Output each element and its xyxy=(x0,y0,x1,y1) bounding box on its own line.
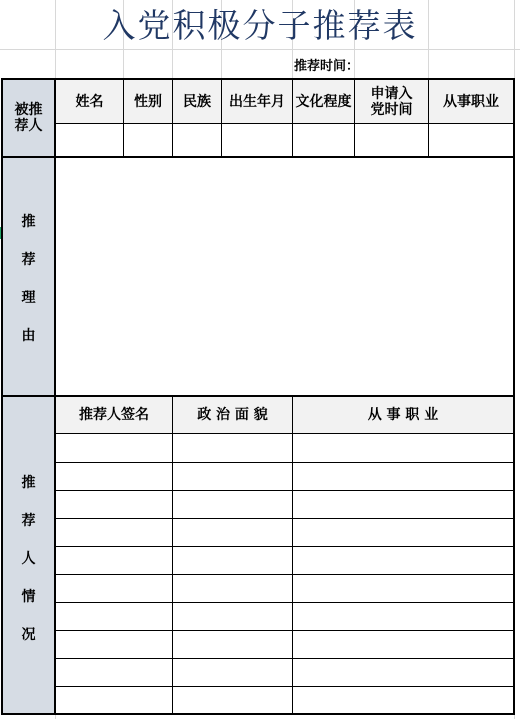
recommended-person-label: 被推荐人 xyxy=(14,102,43,134)
education-field[interactable] xyxy=(293,124,354,156)
header-recommender-occupation: 从 事 职 业 xyxy=(367,407,439,423)
recommender-entry-rows[interactable] xyxy=(56,434,513,713)
recommend-time-label: 推荐时间： xyxy=(294,59,360,74)
name-field[interactable] xyxy=(56,124,123,156)
grid-row-line xyxy=(0,49,520,50)
reason-label-char: 推 xyxy=(21,214,36,230)
reason-label xyxy=(3,212,54,364)
application-date-field[interactable] xyxy=(355,124,428,156)
birth-date-field[interactable] xyxy=(222,124,292,156)
reason-label-char: 理 xyxy=(21,290,36,306)
reason-label-char: 荐 xyxy=(21,252,36,268)
recommender-label-char: 荐 xyxy=(21,513,36,529)
header-name: 姓名 xyxy=(75,93,104,110)
gender-field[interactable] xyxy=(124,124,172,156)
header-occupation: 从事职业 xyxy=(443,93,499,110)
recommender-label-char: 人 xyxy=(21,551,36,567)
occupation-field[interactable] xyxy=(429,124,513,156)
header-recommender-signature: 推荐人签名 xyxy=(79,407,149,423)
recommender-label-char: 况 xyxy=(21,627,36,643)
table-border-bottom xyxy=(1,713,515,715)
header-application-date: 申请入党时间 xyxy=(370,85,413,118)
reason-text-area[interactable] xyxy=(56,158,513,395)
header-birth-date: 出生年月 xyxy=(229,93,285,110)
page-title: 入党积极分子推荐表 xyxy=(102,6,418,45)
header-political-status: 政 治 面 貌 xyxy=(197,407,268,423)
header-education: 文化程度 xyxy=(295,93,352,110)
recommender-label-char: 情 xyxy=(21,589,36,605)
recommender-label-char: 推 xyxy=(21,475,36,491)
reason-label-char: 由 xyxy=(21,328,36,344)
header-ethnicity: 民族 xyxy=(183,93,211,110)
header-gender: 性别 xyxy=(134,93,162,110)
ethnicity-field[interactable] xyxy=(173,124,221,156)
table-border-right xyxy=(513,78,515,715)
recommender-label xyxy=(3,473,54,663)
